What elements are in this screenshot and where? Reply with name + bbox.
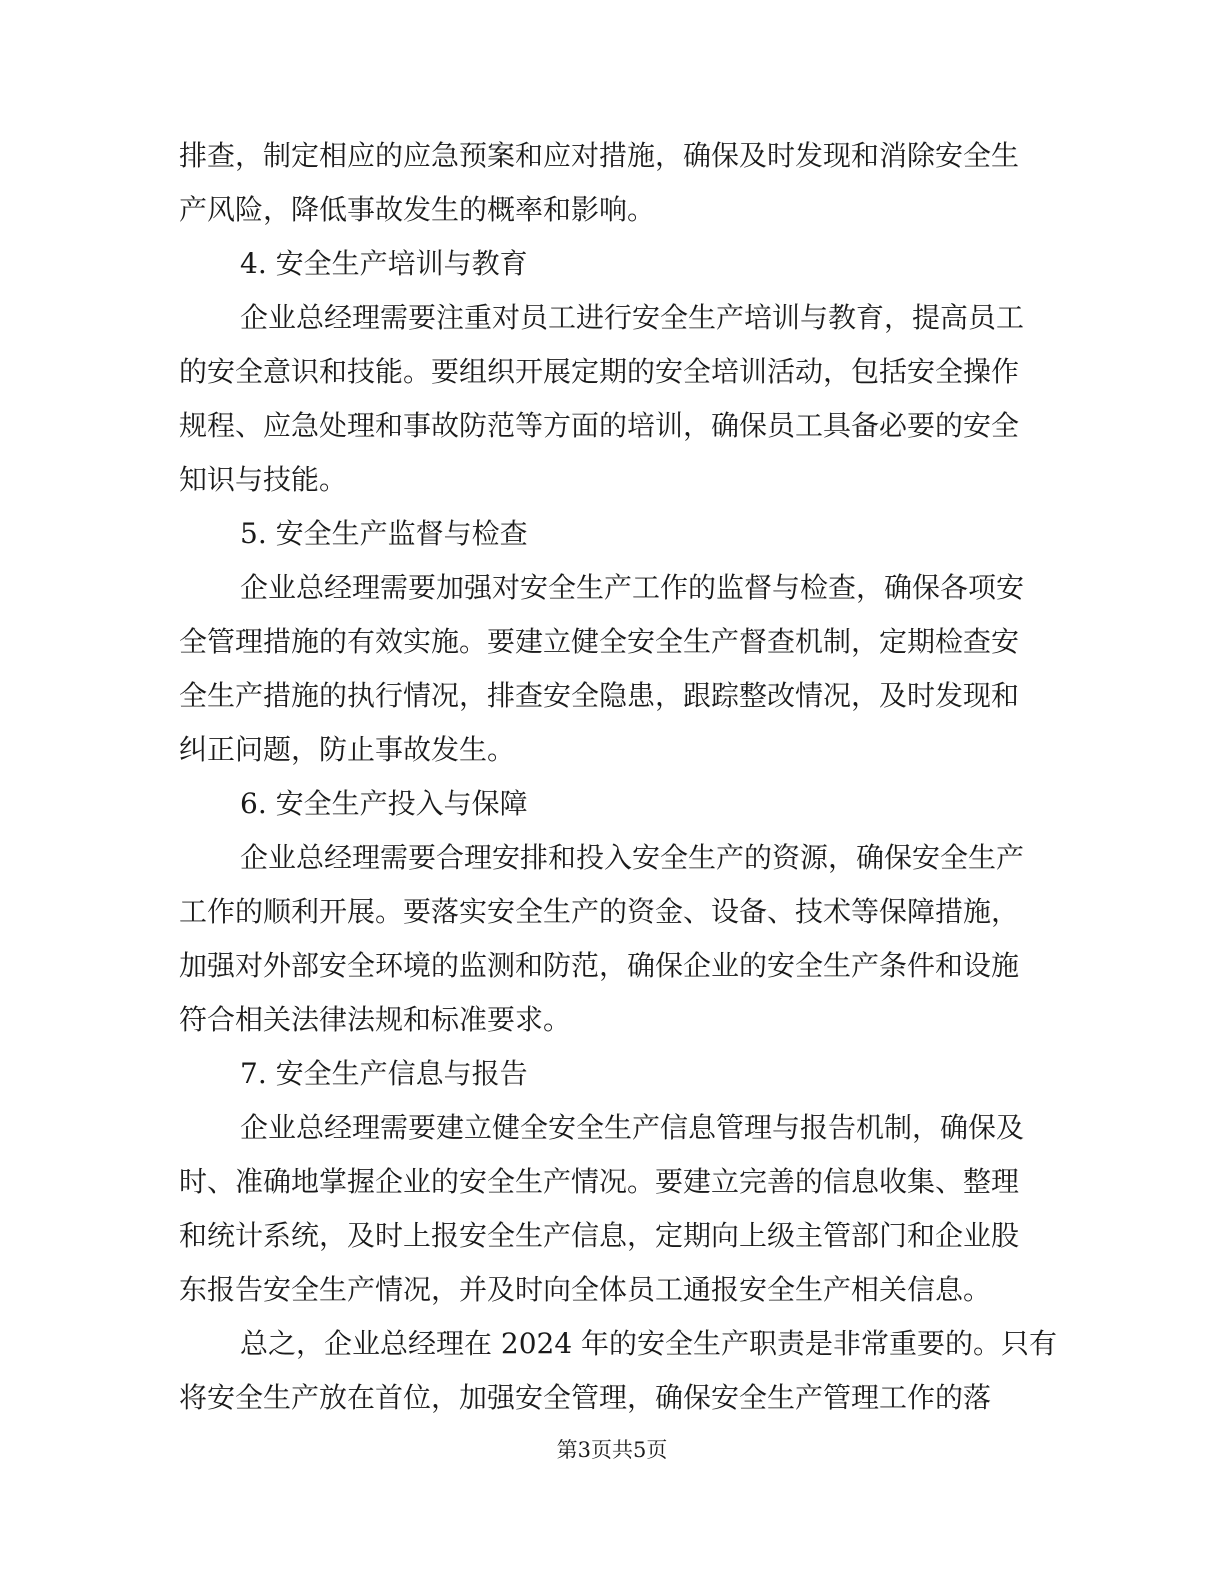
text-line: 和统计系统，及时上报安全生产信息，定期向上级主管部门和企业股 xyxy=(179,1219,1020,1252)
text-line: 产风险，降低事故发生的概率和影响。 xyxy=(179,193,656,226)
text-line: 排查，制定相应的应急预案和应对措施，确保及时发现和消除安全生 xyxy=(179,139,1020,172)
text-line: 时、准确地掌握企业的安全生产情况。要建立完善的信息收集、整理 xyxy=(179,1165,1020,1198)
page-number-footer: 第3页共5页 xyxy=(556,1438,668,1462)
text-line: 的安全意识和技能。要组织开展定期的安全培训活动，包括安全操作 xyxy=(179,355,1020,388)
section-heading: 7. 安全生产信息与报告 xyxy=(240,1057,528,1090)
section-heading: 4. 安全生产培训与教育 xyxy=(240,247,528,280)
text-line: 企业总经理需要加强对安全生产工作的监督与检查，确保各项安 xyxy=(240,571,1025,604)
text-line: 加强对外部安全环境的监测和防范，确保企业的安全生产条件和设施 xyxy=(179,949,1020,982)
text-line: 总之，企业总经理在 2024 年的安全生产职责是非常重要的。只有 xyxy=(240,1327,1058,1360)
text-line: 符合相关法律法规和标准要求。 xyxy=(179,1003,572,1036)
section-heading: 6. 安全生产投入与保障 xyxy=(240,787,528,820)
text-line: 规程、应急处理和事故防范等方面的培训，确保员工具备必要的安全 xyxy=(179,409,1020,442)
text-line: 全生产措施的执行情况，排查安全隐患，跟踪整改情况，及时发现和 xyxy=(179,679,1020,712)
text-line: 企业总经理需要合理安排和投入安全生产的资源，确保安全生产 xyxy=(240,841,1025,874)
section-heading: 5. 安全生产监督与检查 xyxy=(240,517,528,550)
text-line: 将安全生产放在首位，加强安全管理，确保安全生产管理工作的落 xyxy=(179,1381,992,1414)
document-body xyxy=(179,129,1058,1425)
text-line: 纠正问题，防止事故发生。 xyxy=(179,733,516,766)
text-line: 全管理措施的有效实施。要建立健全安全生产督查机制，定期检查安 xyxy=(179,625,1020,658)
text-line: 企业总经理需要注重对员工进行安全生产培训与教育，提高员工 xyxy=(240,301,1025,334)
text-line: 知识与技能。 xyxy=(179,463,348,496)
text-line: 工作的顺利开展。要落实安全生产的资金、设备、技术等保障措施， xyxy=(179,895,1020,928)
text-line: 企业总经理需要建立健全安全生产信息管理与报告机制，确保及 xyxy=(240,1111,1025,1144)
text-line: 东报告安全生产情况，并及时向全体员工通报安全生产相关信息。 xyxy=(179,1273,992,1306)
